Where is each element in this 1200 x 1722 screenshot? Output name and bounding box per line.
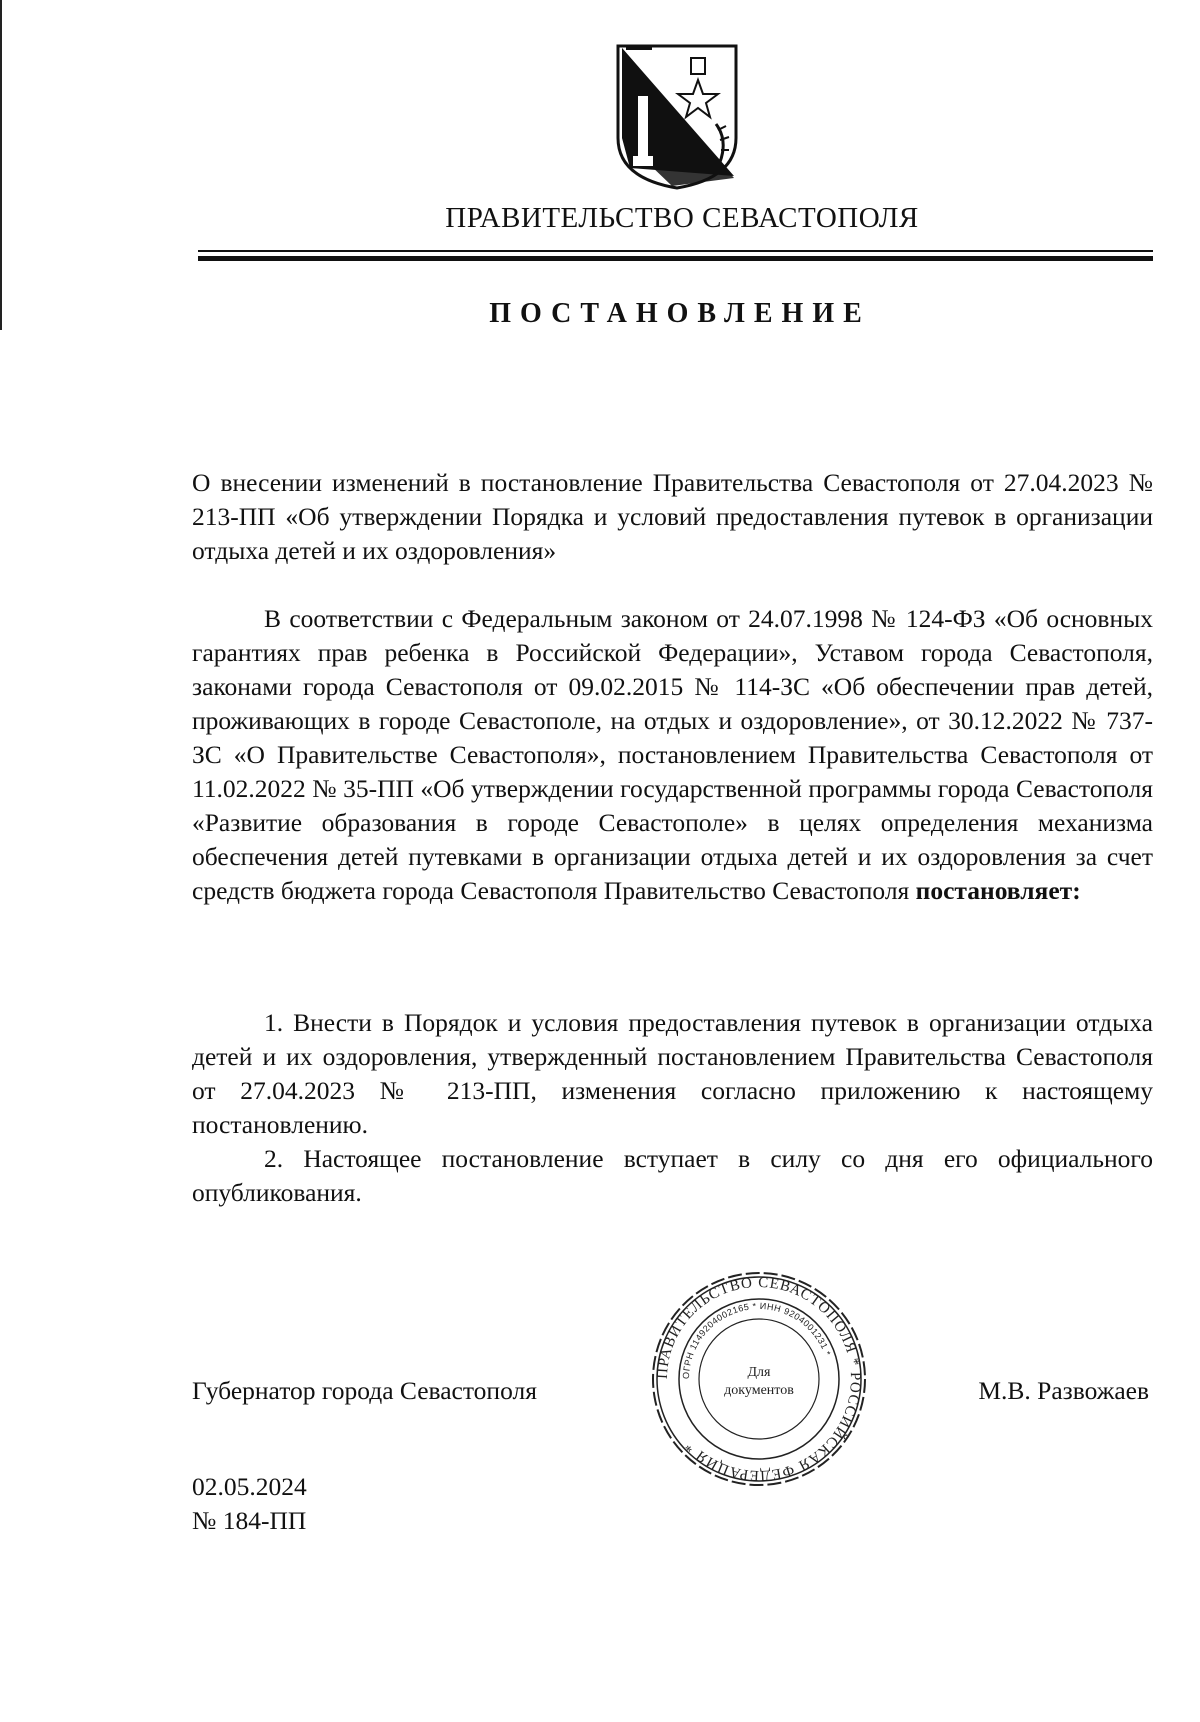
document-type: ПОСТАНОВЛЕНИЕ <box>489 298 871 329</box>
signatory-position: Губернатор города Севастополя <box>192 1376 537 1405</box>
signatory-name: М.В. Развожаев <box>978 1376 1149 1405</box>
svg-text:документов: документов <box>724 1383 794 1398</box>
svg-text:Для: Для <box>747 1365 771 1380</box>
header-rule-thick <box>198 256 1153 261</box>
resolution-item: 2. Настоящее постановление вступает в силу со дня его официального опубликования. <box>192 1144 1153 1207</box>
sevastopol-coat-of-arms-icon <box>612 38 742 193</box>
preamble-text: В соответствии с Федеральным законом от 24.07.1998 № 124-ФЗ «Об основных гарантиях прав ребенка в Российской Федерации», Уставом города Севастополя, законами города Севастополя от 09.02.2015 № 114-ЗС «Об обеспечении прав детей, проживающих в городе Севастополе, на отдых и оздоровление», от 30.12.2022 № 737-ЗС «О Правительстве Севастополя», постановлением Правительства Севастополя от 11.02.2022 № 35-ПП «Об утверждении государственной программы города Севастополя «Развитие образования в городе Севастополе» в целях определения механизма обеспечения детей путевками в организации отдыха детей и их оздоровления за счет средств бюджета города Севастополя Правительство Севастополя <box>192 604 1153 905</box>
svg-text:ОГРН 1149204002165 * ИНН 92040: ОГРН 1149204002165 * ИНН 9204001231 * <box>680 1300 833 1380</box>
document-number: № 184-ПП <box>192 1506 307 1535</box>
resolution-items <box>192 1006 1153 1210</box>
operative-word: постановляет: <box>915 876 1081 905</box>
document-title: О внесении изменений в постановление Правительства Севастополя от 27.04.2023 № 213-ПП «Об утверждении Порядка и условий предоставления путевок в организации отдыха детей и их оздоровления» <box>192 468 1153 565</box>
resolution-item: 1. Внести в Порядок и условия предоставления путевок в организации отдыха детей и их оздоровления, утвержденный постановлением Правительства Севастополя от 27.04.2023 № 213-ПП, изменения согласно приложению к настоящему постановлению. <box>192 1008 1153 1139</box>
page-scan-edge <box>0 0 2 330</box>
header-rule-thin <box>198 250 1153 252</box>
organization-name: ПРАВИТЕЛЬСТВО СЕВАСТОПОЛЯ <box>445 202 919 234</box>
svg-text:ПРАВИТЕЛЬСТВО СЕВАСТОПОЛЯ * РО: ПРАВИТЕЛЬСТВО СЕВАСТОПОЛЯ * РОССИЙСКАЯ ФЕДЕРАЦИЯ * <box>654 1274 864 1484</box>
document-date: 02.05.2024 <box>192 1472 307 1501</box>
preamble-paragraph <box>192 602 1153 908</box>
official-seal-stamp <box>648 1268 870 1490</box>
